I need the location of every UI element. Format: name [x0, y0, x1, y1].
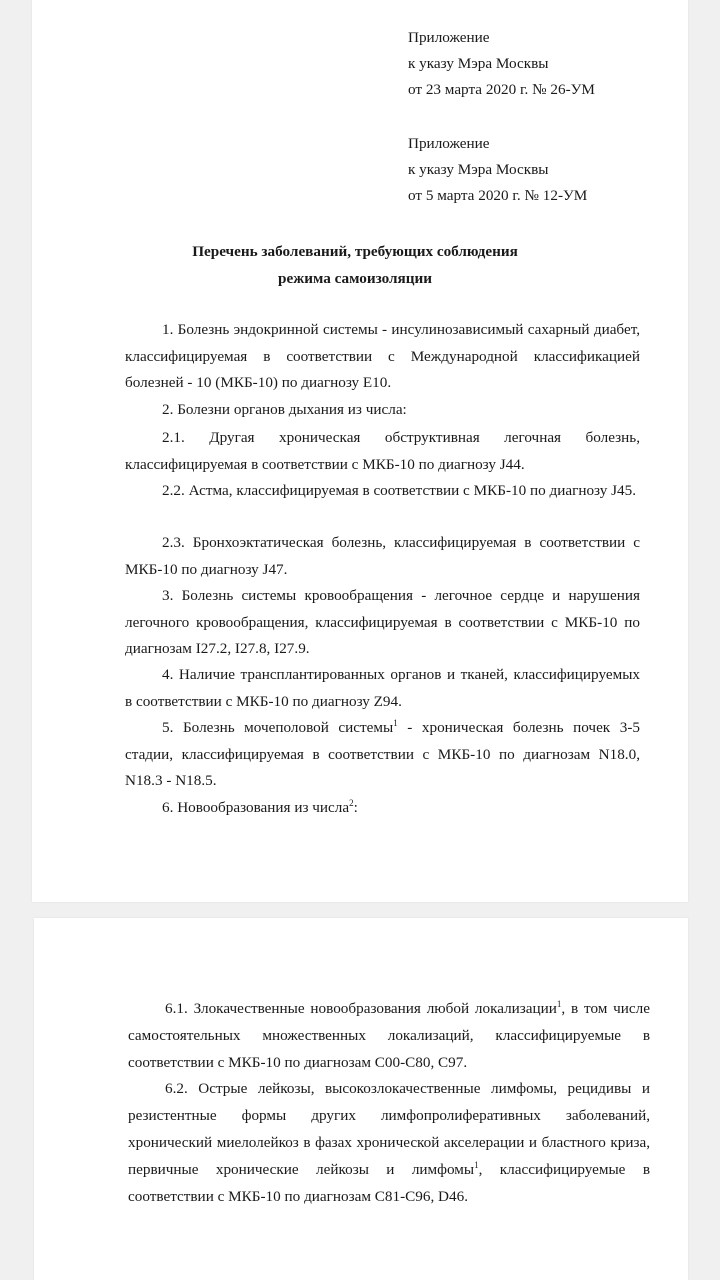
list-item: [128, 995, 650, 1076]
footnote-mark: 1: [393, 717, 398, 728]
list-item: 4. Наличие трансплантированных органов и тканей, классифицируемых в соответствии с МКБ-10 по диагнозу Z94.: [125, 666, 640, 710]
document-page-1: [32, 0, 688, 902]
list-item: 3. Болезнь системы кровообращения - легочное сердце и нарушения легочного кровообращения, классифицируемая в соответствии с МКБ-10 по диагнозам I27.2, I27.8, I27.9.: [125, 587, 640, 657]
footnote-mark: 2: [349, 797, 354, 808]
footnote-mark: 1: [556, 998, 562, 1009]
header-line: Приложение: [408, 29, 490, 46]
item-text: , классифицируемые в соответствии с МКБ-10 по диагнозам С81-С96, D46.: [128, 1161, 650, 1205]
header-line: к указу Мэра Москвы: [408, 161, 549, 178]
item-text: , в том числе самостоятельных множественных локализаций, классифицируемые в соответствии с МКБ-10 по диагнозам С00-С80, С97.: [128, 1000, 650, 1071]
item-text: 5. Болезнь мочеполовой системы: [162, 719, 394, 736]
list-item: 2. Болезни органов дыхания из числа:: [162, 401, 407, 418]
item-text: - хроническая болезнь почек 3-5 стадии, классифицируемая в соответствии с МКБ-10 по диагнозам N18.0, N18.3 - N18.5.: [125, 719, 640, 789]
list-item: [125, 795, 640, 822]
list-item: 2.1. Другая хроническая обструктивная легочная болезнь, классифицируемая в соответствии с МКБ-10 по диагнозу J44.: [125, 429, 640, 473]
list-item: [125, 715, 640, 795]
appendix-header-1: [408, 25, 595, 103]
list-item: 1. Болезнь эндокринной системы - инсулинозависимый сахарный диабет, классифицируемая в соответствии с Международной классификацией болезней - 10 (МКБ-10) по диагнозу Е10.: [125, 321, 640, 391]
item-text: 6.1. Злокачественные новообразования любой локализации: [165, 1000, 557, 1017]
header-line: к указу Мэра Москвы: [408, 55, 549, 72]
item-text: :: [353, 799, 358, 816]
appendix-header-2: [408, 131, 587, 209]
header-line: Приложение: [408, 135, 490, 152]
title-line: Перечень заболеваний, требующих соблюдения: [192, 243, 518, 260]
title-line: режима самоизоляции: [278, 270, 432, 287]
header-line: от 23 марта 2020 г. № 26-УМ: [408, 81, 595, 98]
item-text: 6.2. Острые лейкозы, высокозлокачественные лимфомы, рецидивы и резистентные формы других лимфопролиферативных заболеваний, хронический миелолейкоз в фазах хронической акселерации и бластного криза, первичные хронические лейкозы и лимфомы: [128, 1080, 650, 1178]
list-item: 2.3. Бронхоэктатическая болезнь, классифицируемая в соответствии с МКБ-10 по диагнозу J47.: [125, 534, 640, 578]
header-line: от 5 марта 2020 г. № 12-УМ: [408, 187, 588, 204]
list-item: [128, 1075, 650, 1210]
item-text: 6. Новообразования из числа: [162, 799, 350, 816]
document-page-2: [34, 918, 688, 1280]
document-title: [0, 238, 710, 292]
footnote-mark: 1: [474, 1159, 479, 1170]
list-item: 2.2. Астма, классифицируемая в соответствии с МКБ-10 по диагнозу J45.: [162, 482, 637, 499]
